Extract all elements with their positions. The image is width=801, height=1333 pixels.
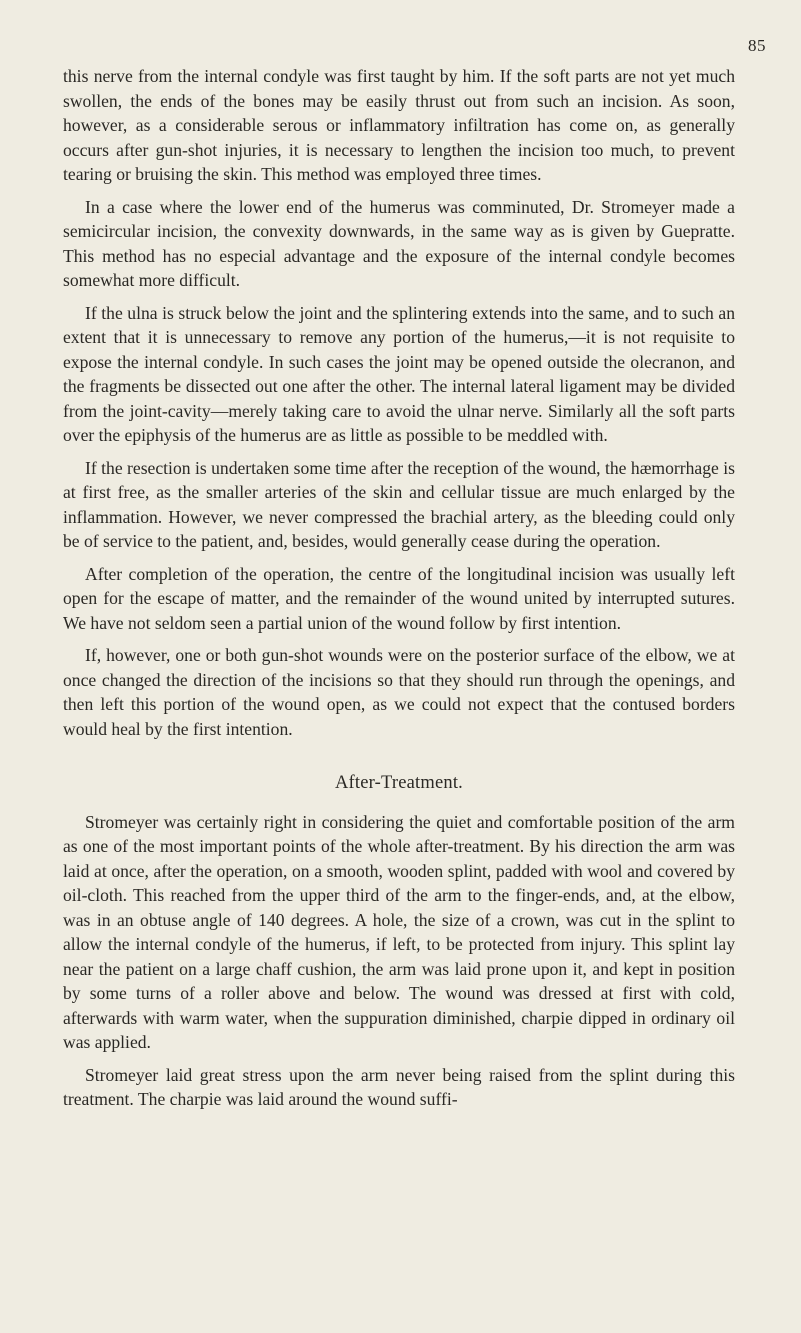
paragraph: After completion of the operation, the centre of the longitudinal incision was usually left open for the escape of matter, and the remainder of the wound united by interrupted sutures. We have not seldom seen a partial union of the wound follow by first intention. (63, 563, 735, 633)
page-number: 85 (748, 36, 766, 55)
section-heading: After-Treatment. (334, 773, 463, 793)
body-text (63, 64, 735, 1120)
paragraph: If the ulna is struck below the joint and the splintering extends into the same, and to such an extent that it is unnecessary to remove any portion of the humerus,—it is not requisite to expose the internal condyle. In such cases the joint may be opened outside the olecranon, and the fragments be dissected out one after the other. The internal lateral ligament may be divided from the joint-cavity—merely taking care to avoid the ulnar nerve. Similarly all the soft parts over the epiphysis of the humerus are as little as possible to be meddled with. (63, 302, 735, 445)
paragraph: Stromeyer was certainly right in considering the quiet and comfortable position of the arm as one of the most important points of the whole after-treatment. By his direction the arm was laid at once, after the operation, on a smooth, wooden splint, padded with wool and covered by oil-cloth. This reached from the upper third of the arm to the finger-ends, and, at the elbow, was in an obtuse angle of 140 degrees. A hole, the size of a crown, was cut in the splint to allow the internal condyle of the humerus, if left, to be protected from injury. This splint lay near the patient on a large chaff cushion, the arm was laid prone upon it, and kept in position by some turns of a roller above and below. The wound was dressed at first with cold, afterwards with warm water, when the suppuration diminished, charpie dipped in ordinary oil was applied. (63, 811, 735, 1052)
paragraph: Stromeyer laid great stress upon the arm never being raised from the splint during this treatment. The charpie was laid around the wound suffi- (63, 1064, 735, 1109)
paragraph: If the resection is undertaken some time after the reception of the wound, the hæmorrhage is at first free, as the smaller arteries of the skin and cellular tissue are much enlarged by the inflammation. However, we never compressed the brachial artery, as the bleeding could only be of service to the patient, and, besides, would generally cease during the operation. (63, 457, 735, 551)
paragraph: this nerve from the internal condyle was first taught by him. If the soft parts are not yet much swollen, the ends of the bones may be easily thrust out from such an incision. As soon, however, as a considerable serous or inflammatory infiltration has come on, as generally occurs after gun-shot injuries, it is necessary to lengthen the incision too much, to prevent tearing or bruising the skin. This method was employed three times. (63, 66, 735, 184)
paragraph: In a case where the lower end of the humerus was comminuted, Dr. Stromeyer made a semicircular incision, the convexity downwards, in the same way as is given by Gueprattе. This method has no especial advantage and the exposure of the internal condyle becomes somewhat more difficult. (63, 196, 735, 290)
paragraph: If, however, one or both gun-shot wounds were on the posterior surface of the elbow, we at once changed the direction of the incisions so that they should run through the openings, and then left this portion of the wound open, as we could not expect that the contused borders would heal by the first intention. (63, 645, 735, 739)
